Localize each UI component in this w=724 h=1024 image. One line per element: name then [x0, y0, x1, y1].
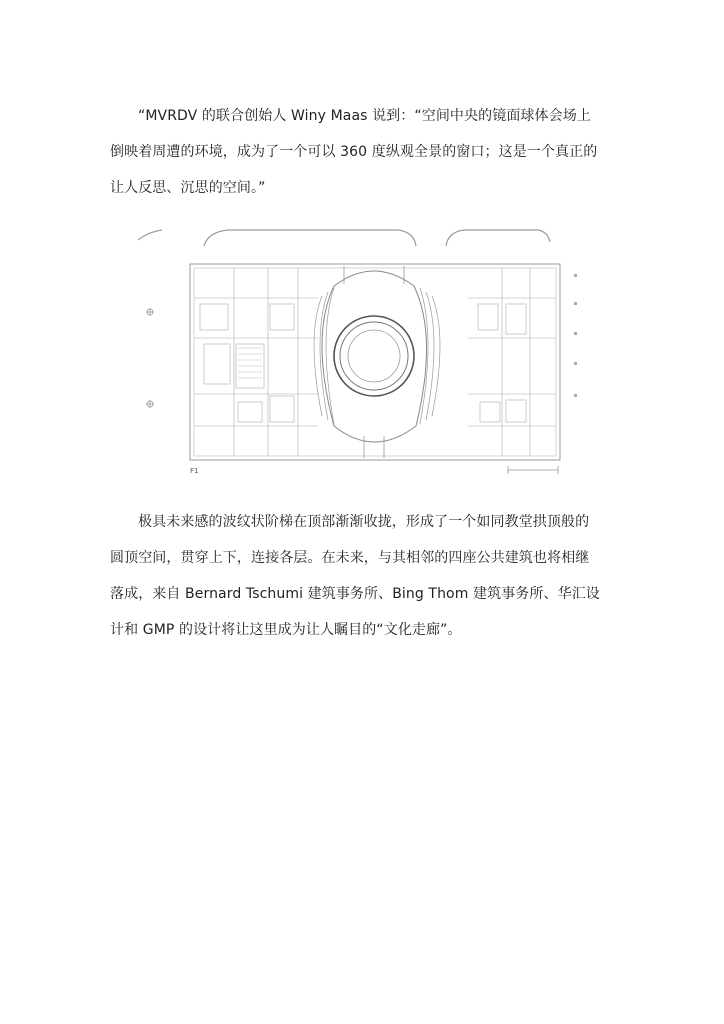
text-line: “MVRDV 的联合创始人 Winy Maas 说到：“空间中央的镜面球体会场上 — [138, 108, 591, 124]
body-paragraph — [110, 504, 616, 648]
text-line: 让人反思、沉思的空间。” — [110, 180, 266, 196]
quote-paragraph — [110, 98, 616, 206]
text-line: 计和 GMP 的设计将让这里成为让人瞩目的“文化走廊”。 — [110, 622, 462, 638]
text-line: 落成，来自 Bernard Tschumi 建筑事务所、Bing Thom 建筑事务所、华汇设 — [110, 586, 600, 602]
text-line: 极具未来感的波纹状阶梯在顶部渐渐收拢，形成了一个如同教堂拱顶般的 — [138, 514, 590, 530]
text-line: 倒映着周遭的环境，成为了一个可以 360 度纵观全景的窗口；这是一个真正的 — [110, 144, 598, 160]
figure-label: F1 — [190, 467, 199, 475]
floor-plan-drawing — [138, 226, 590, 478]
text-line: 圆顶空间，贯穿上下，连接各层。在未来，与其相邻的四座公共建筑也将相继 — [110, 550, 590, 566]
floor-plan-figure — [138, 226, 590, 478]
